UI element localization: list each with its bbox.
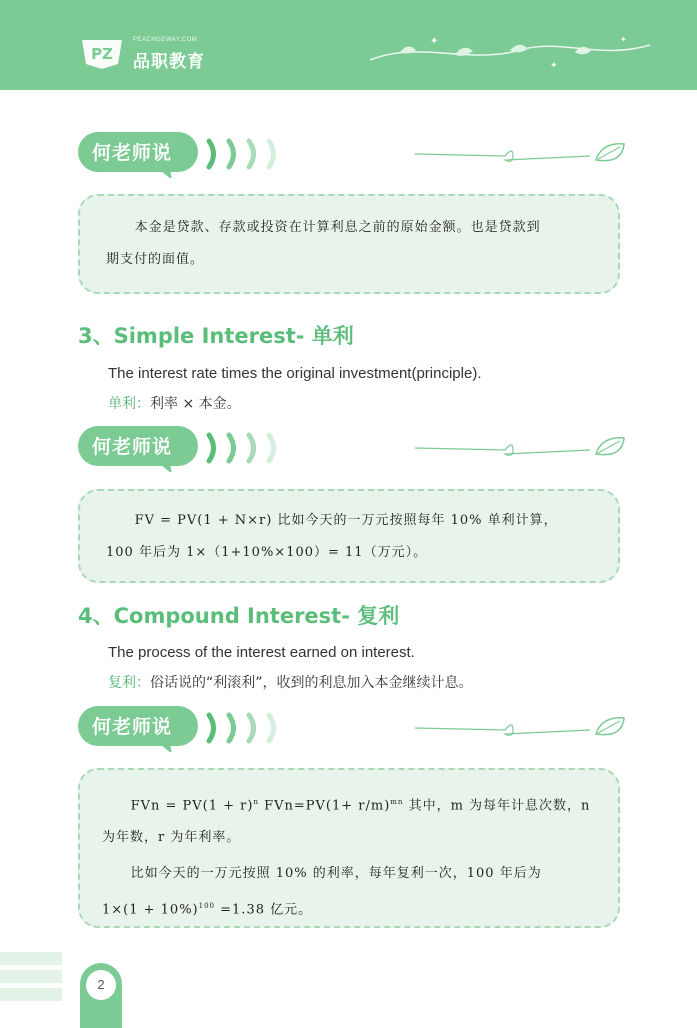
chevrons-icon [205, 138, 285, 170]
chevrons-icon [205, 432, 285, 464]
footer-stripe [0, 970, 62, 983]
leaf-line-icon [410, 712, 630, 742]
term-label: 复利： [108, 675, 150, 691]
term-definition: 俗话说的“利滚利”，收到的利息加入本金继续计息。 [150, 675, 473, 691]
body-text-cn [108, 393, 241, 413]
page-number: 2 [86, 970, 116, 1000]
chevrons-icon [205, 712, 285, 744]
svg-text:✦: ✦ [550, 60, 558, 70]
logo-mark: PZ [91, 45, 113, 63]
note-box-compound-interest [78, 768, 620, 928]
term-definition: 利率 × 本金。 [150, 396, 241, 412]
logo-badge-icon [78, 38, 126, 70]
svg-text:✦: ✦ [620, 35, 627, 44]
svg-text:✦: ✦ [430, 36, 439, 47]
note-text: 期支付的面值。 [106, 252, 205, 267]
leaf-line-icon [410, 432, 630, 462]
term-label: 单利： [108, 396, 150, 412]
note-text: 为年数，r 为年利率。 [102, 830, 241, 846]
note-formula: FVn = $PV(1 + r)^n$ $FVn=PV(1+ r/m)^{mn}$ 其中，m 为每年计息次数，n [130, 798, 591, 814]
header-banner [0, 0, 697, 90]
section-title: 3、Simple Interest- 单利 [78, 324, 354, 348]
body-text-en: The interest rate times the original investment(principle). [108, 365, 482, 382]
vine-decoration-icon [360, 30, 660, 75]
note-text: 本金是贷款、存款或投资在计算利息之前的原始金额。也是贷款到 [134, 220, 541, 235]
section-title: 4、Compound Interest- 复利 [78, 604, 400, 628]
note-text: 比如今天的一万元按照 10% 的利率，每年复利一次，100 年后为 [130, 866, 542, 882]
callout-label: 何老师说 [92, 142, 173, 164]
callout-label: 何老师说 [92, 716, 173, 738]
note-text: 100 年后为 1×（1+10%×100）= 11（万元）。 [106, 545, 428, 560]
leaf-line-icon [410, 138, 630, 168]
note-formula: $1\times(1 + 10\%)^{100} =1.38$ 亿元。 [102, 902, 313, 918]
footer-stripe [0, 988, 62, 1001]
note-text: FV = PV(1 + N×r) 比如今天的一万元按照每年 10% 单利计算， [134, 513, 558, 528]
note-box-principal [78, 194, 620, 294]
logo-url: PEACHGEWAY.COM [133, 37, 198, 43]
callout-label: 何老师说 [92, 436, 173, 458]
brand-name: 品职教育 [133, 52, 205, 72]
body-text-cn [108, 672, 473, 692]
body-text-en: The process of the interest earned on interest. [108, 644, 415, 661]
footer-stripe [0, 952, 62, 965]
note-box-simple-interest [78, 489, 620, 583]
